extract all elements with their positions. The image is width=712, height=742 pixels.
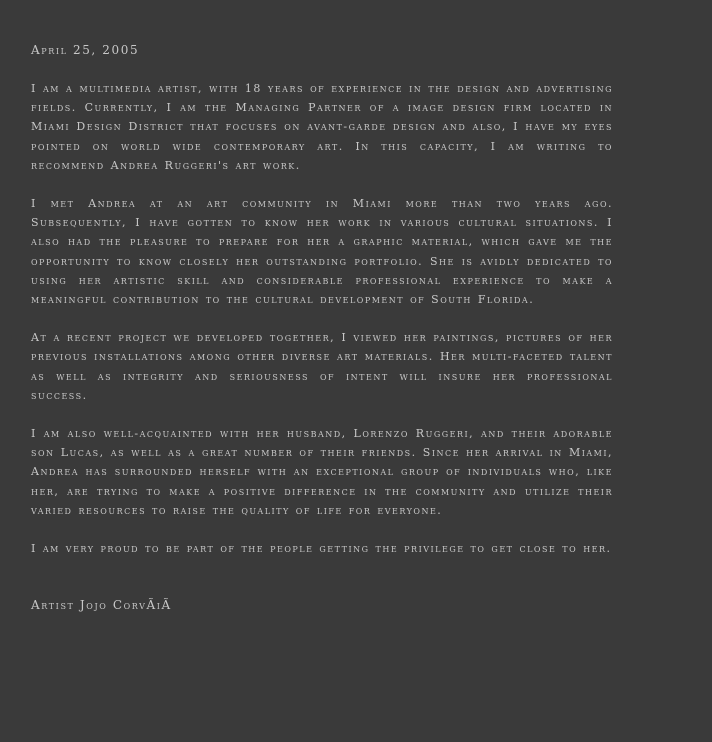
paragraph-project: At a recent project we developed together, I viewed her paintings, pictures of her previous installations among other diverse art materials. Her multi-faceted talent as well as integrity and seriousness of intent will insure her professional success. (31, 331, 613, 402)
recommendation-letter (31, 41, 613, 615)
signature: Artist Jojo CorvÃiÃ (31, 598, 172, 613)
letter-date: April 25, 2005 (31, 43, 140, 57)
paragraph-meeting: I met Andrea at an art community in Miami more than two years ago. Subsequently, I have gotten to know her work in various cultural situations. I also had the pleasure to prepare for her a graphic material, which gave me the opportunity to know closely her outstanding portfolio. She is avidly dedicated to using her artistic skill and considerable professional experience to make a meaningful contribution to the cultural development of South Florida. (31, 197, 613, 307)
paragraph-family: I am also well-acquainted with her husband, Lorenzo Ruggeri, and their adorable son Lucas, as well as a great number of their friends. Since her arrival in Miami, Andrea has surrounded herself with an exceptional group of individuals who, like her, are trying to make a positive difference in the community and utilize their varied resources to raise the quality of life for everyone. (31, 427, 613, 517)
paragraph-closing: I am very proud to be part of the people getting the privilege to get close to her. (31, 542, 612, 556)
paragraph-introduction: I am a multimedia artist, with 18 years of experience in the design and advertising fields. Currently, I am the Managing Partner of a image design firm located in Miami Design District that focuses on avant-garde design and also, I have my eyes pointed on world wide contemporary art. In this capacity, I am writing to recommend Andrea Ruggeri's art work. (31, 82, 613, 172)
